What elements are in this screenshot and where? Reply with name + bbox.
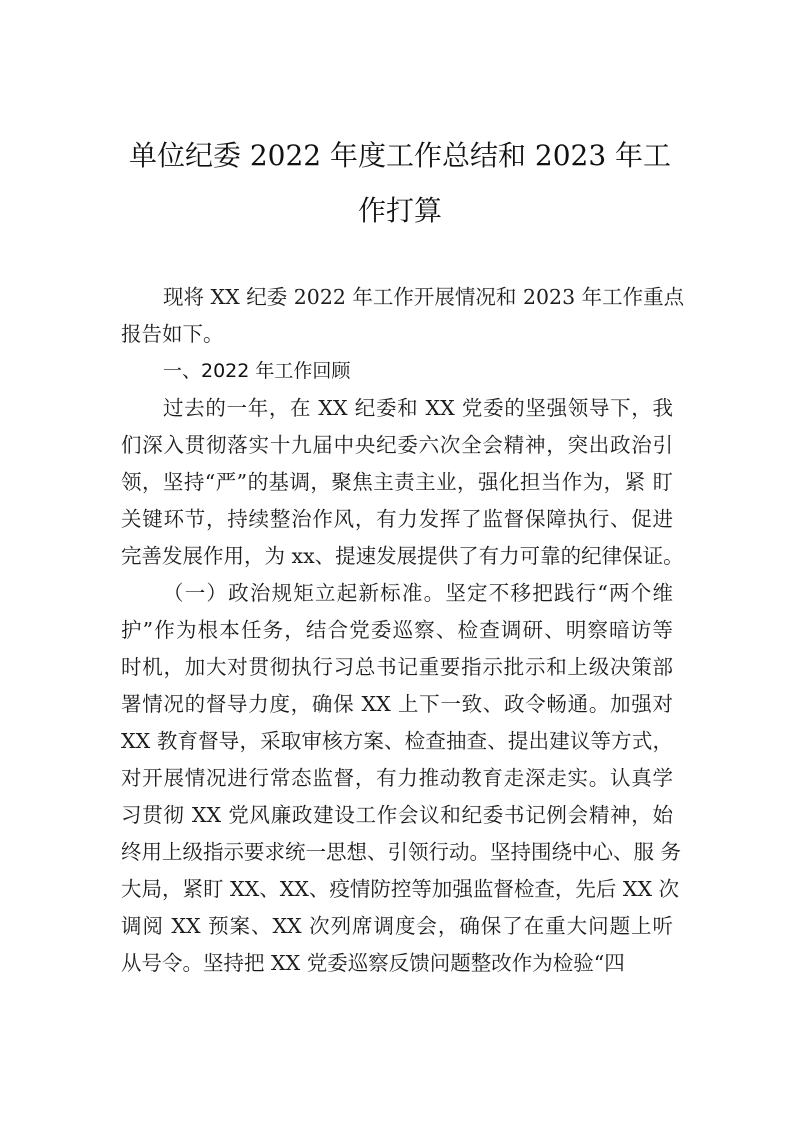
- paragraph-2-line-7: 习贯彻 XX 党风廉政建设工作会议和纪委书记例会精神，始: [121, 803, 673, 827]
- paragraph-1-line-2: 们深入贯彻落实十九届中央纪委六次全会精神，突出政治引: [121, 433, 673, 457]
- paragraph-2-line-8: 终用上级指示要求统一思想、引领行动。坚持围绕中心、服 务: [121, 840, 682, 864]
- paragraph-1-line-4: 关键环节，持续整治作风，有力发挥了监督保障执行、促进: [121, 507, 673, 531]
- paragraph-2-line-3: 时机，加大对贯彻执行习总书记重要指示批示和上级决策部: [121, 655, 673, 679]
- document-title-line-1: 单位纪委 2022 年度工作总结和 2023 年工: [128, 139, 672, 172]
- paragraph-2-line-1: （一）政治规矩立起新标准。坚定不移把践行“两个维: [163, 581, 673, 605]
- paragraph-1-line-5: 完善发展作用，为 xx、提速发展提供了有力可靠的纪律保证。: [121, 544, 684, 568]
- paragraph-2-line-6: 对开展情况进行常态监督，有力推动教育走深走实。认真学: [121, 766, 673, 790]
- document-title-line-2: 作打算: [357, 194, 442, 227]
- paragraph-1-line-1: 过去的一年，在 XX 纪委和 XX 党委的坚强领导下，我: [163, 396, 673, 420]
- paragraph-2-line-2: 护”作为根本任务，结合党委巡察、检查调研、明察暗访等: [121, 618, 673, 642]
- paragraph-2-line-9: 大局，紧盯 XX、XX、疫情防控等加强监督检查，先后 XX 次: [121, 877, 680, 901]
- section-heading: 一、2022 年工作回顾: [163, 360, 351, 382]
- paragraph-2-line-5: XX 教育督导，采取审核方案、检查抽查、提出建议等方式，: [121, 729, 673, 753]
- paragraph-2-line-4: 署情况的督导力度，确保 XX 上下一致、政令畅通。加强对: [121, 692, 673, 716]
- intro-line-2: 报告如下。: [121, 322, 224, 346]
- paragraph-2-line-10: 调阅 XX 预案、XX 次列席调度会，确保了在重大问题上听: [121, 914, 673, 938]
- intro-line-1: 现将 XX 纪委 2022 年工作开展情况和 2023 年工作重点: [163, 285, 685, 309]
- paragraph-1-line-3: 领，坚持“严”的基调，聚焦主责主业，强化担当作为，紧 盯: [121, 470, 673, 494]
- paragraph-2-line-11: 从号令。坚持把 XX 党委巡察反馈问题整改作为检验“四: [121, 951, 625, 975]
